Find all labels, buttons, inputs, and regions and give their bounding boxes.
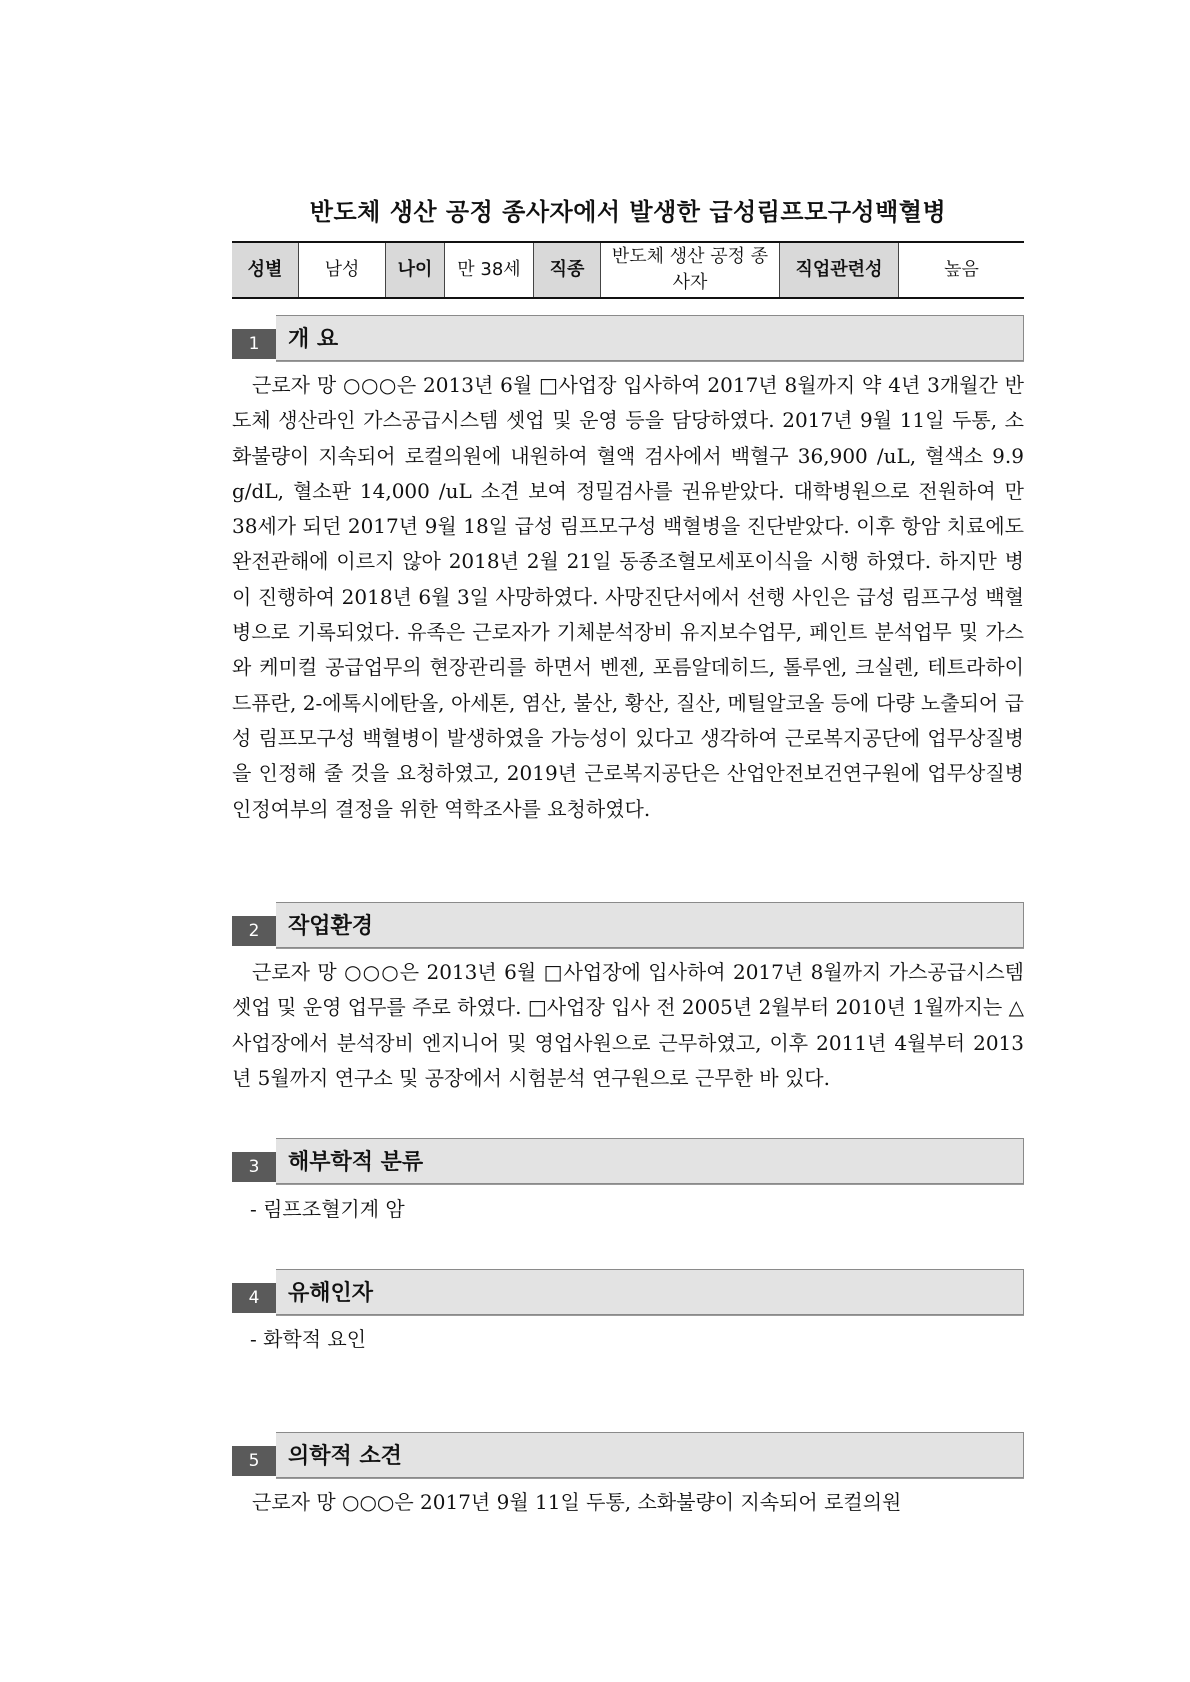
section-title: 개 요 <box>288 327 339 352</box>
section-2-text: 근로자 망 ○○○은 2013년 6월 □사업장에 입사하여 2017년 8월까지 가스공급시스템 셋업 및 운영 업무를 주로 하였다. □사업장 입사 전 2005년 2월부터 2010년 1월까지는 △사업장에서 분석장비 엔지니어 및 영업사원으로 근무하였고, 이후 2011년 4월부터 2013년 5월까지 연구소 및 공장에서 시험분석 연구원으로 근무한 바 있다. <box>232 960 1024 1090</box>
section-3-item: - 림프조혈기계 암 <box>250 1197 405 1221</box>
section-bar <box>276 902 1024 948</box>
document-title: 반도체 생산 공정 종사자에서 발생한 급성림프모구성백혈병 <box>309 198 947 226</box>
section-number: 2 <box>232 916 276 946</box>
age-value: 만 38세 <box>445 242 534 298</box>
section-5-text: 근로자 망 ○○○은 2017년 9월 11일 두통, 소화불량이 지속되어 로컬의원 <box>252 1490 902 1514</box>
section-title: 작업환경 <box>288 914 374 939</box>
section-4-item: - 화학적 요인 <box>250 1327 367 1351</box>
section-bar <box>276 1269 1024 1315</box>
case-info-table <box>232 241 1024 299</box>
section-title: 해부학적 분류 <box>288 1150 424 1175</box>
section-number: 1 <box>232 329 276 359</box>
sex-label: 성별 <box>232 242 299 298</box>
section-title: 의학적 소견 <box>288 1444 402 1469</box>
section-number: 4 <box>232 1283 276 1313</box>
section-1-text: 근로자 망 ○○○은 2013년 6월 □사업장 입사하여 2017년 8월까지 약 4년 3개월간 반도체 생산라인 가스공급시스템 셋업 및 운영 등을 담당하였다. 2017년 9월 11일 두통, 소화불량이 지속되어 로컬의원에 내원하여 혈액 검사에서 백혈구 36,900 /uL, 혈색소 9.9 g/dL, 혈소판 14,000 /uL 소견 보여 정밀검사를 권유받았다. 대학병원으로 전원하여 만 38세가 되던 2017년 9월 18일 급성 림프모구성 백혈병을 진단받았다. 이후 항암 치료에도 완전관해에 이르지 않아 2018년 2월 21일 동종조혈모세포이식을 시행 하였다. 하지만 병이 진행하여 2018년 6월 3일 사망하였다. 사망진단서에서 선행 사인은 급성 림프구성 백혈병으로 기록되었다. 유족은 근로자가 기체분석장비 유지보수업무, 페인트 분석업무 및 가스와 케미컬 공급업무의 현장관리를 하면서 벤젠, 포름알데히드, 톨루엔, 크실렌, 테트라하이 드퓨란, 2-에톡시에탄올, 아세톤, 염산, 불산, 황산, 질산, 메틸알코올 등에 다량 노출되어 급성 림프모구성 백혈병이 발생하였을 가능성이 있다고 생각하여 근로복지공단에 업무상질병을 인정해 줄 것을 요청하였고, 2019년 근로복지공단은 산업안전보건연구원에 업무상질병 인정여부의 결정을 위한 역학조사를 요청하였다. <box>232 373 1024 821</box>
section-bar <box>276 315 1024 361</box>
section-2-header <box>232 902 1024 948</box>
section-title: 유해인자 <box>288 1281 374 1306</box>
age-label: 나이 <box>386 242 445 298</box>
section-3-header <box>232 1138 1024 1184</box>
job-label: 직종 <box>534 242 601 298</box>
section-number: 5 <box>232 1446 276 1476</box>
sex-value: 남성 <box>299 242 386 298</box>
relevance-value: 높음 <box>899 242 1025 298</box>
section-number: 3 <box>232 1152 276 1182</box>
job-value: 반도체 생산 공정 종사자 <box>601 242 780 298</box>
relevance-label: 직업관련성 <box>780 242 899 298</box>
section-1-header <box>232 315 1024 361</box>
section-4-header <box>232 1269 1024 1315</box>
section-5-header <box>232 1432 1024 1478</box>
